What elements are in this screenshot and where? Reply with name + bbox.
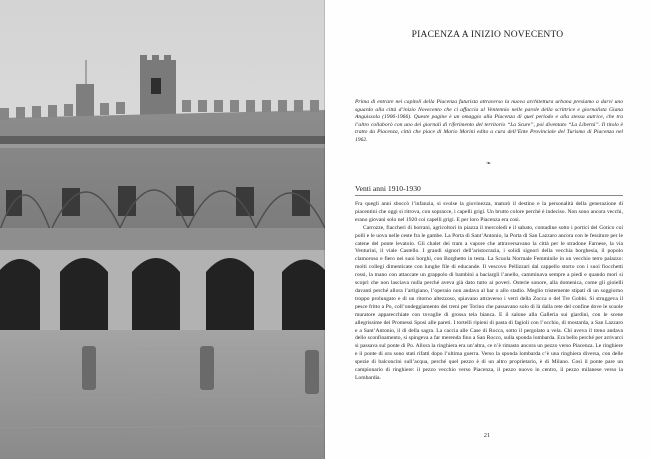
body-text xyxy=(355,201,623,383)
body-paragraph: Fra quegli anni sboccò l’infanzia, si svolse la giovinezza, maturò il destino e la personalità della generazione di piacentini che oggi si ritrova, con sopracce, i capelli grigi. Un brutto colore perché è indeciso. Non sono ancora vecchi, erano giovani solo nel 1920 coi capelli grigi. E per loro Piacenza era così. xyxy=(355,201,623,223)
page-number: 21 xyxy=(483,432,491,439)
intro-text: Prima di entrare nei capitoli della Piacenza futurista attraverso la nuova architettura urbana presiamo a darvi uno sguardo alla città d’inizio Novecento che ci affaccia al Ventennio nelle parole della scrittrice e giornalista Giana Anguissola (1906-1966). Queste pagine è un omaggio alla Piacenza di quel periodo e alla stessa autrice, che tra l’altro collaborò con uno dei giornali di riferimento del territorio “La Scure”, poi diventato “La Libertà”. Il titolo è tratto da Piacenza, città che piace di Mario Morini edito a cura dell’Ente Provinciale del Turismo di Piacenza nel 1962. xyxy=(355,99,623,143)
section-ornament: ❧ xyxy=(486,161,492,167)
chapter-title: PIACENZA A INIZIO NOVECENTO xyxy=(411,30,564,40)
section-heading: Venti anni 1910-1930 xyxy=(355,184,421,193)
body-paragraph: Carrozze, fiaccheri di borrani, agricoltori in piazza il mercoledì e il sabato, contadine sotto i portici del Gotico coi polli e le uova nelle ceste fra le gambe. La Porta di Sant’Antonio, la Porta di San Lazzaro ancora con le fessiture per le catene del ponte levatoio. Gli chalet dei tram a vapore che attraversavano la città per le stradone Farnese, la via Venturini, il viale Castello. I grandi signori dell’aristocrazia, i solidi signori della vecchia borghesia, il popolo clamoroso e fiero nei suoi borghi, con Borghetto in testa. La Scuola Normale Femminile in un vecchio tetro palazzo: molti collegi dimenticate con lunghe file di educande. Il vescovo Pellizzari dal cappello storto con i suoi fiocchetti rossi, la mano con attaccate un grappolo di bambini a baciargli l’anello, camminava sempre a piedi e quando morì si scoprì che non lasciava nulla perché aveva già dato tutto ai poveri. Osterie sonore, alla domenica, come gli gioielli davanti perché allora l’artigiano, l’operaio non andava al bar o allo stadio. Meglio tristemente stipati di un soggiorno troppo prolungato e di un ritorno altezzoso, spiavano attraverso i vetri della Zocca o del Tre Gobbi. Si struggeva il pesce fritto a Po, coll’ondeggiamento dei treni per Torino che passavano solo di là dalla rete del confine dove le scuole muratore apparecchiate con tovaglie di grossa tela bianca. E il salone alla Galleria sui giardini, con le scene allegrissime dei Promessi Sposi alle pareti. I tortelli ripieni di pasta di fagioli con l’occhio, di mostarda, a San Lazzaro e a Sant’Antonio, il dì della sagra. La caccia alle Case di Rocca, sotto il pergolato a vela. Chi aveva il treno andava dello sconfinamento, si spingeva a far merenda fino a San Rocco, sulla sponda lombarda. Era bello perché per arrivarci si passava sul ponte di Po. Allora la ringhiera era un’altra, ce n’è rimasto ancora un pezzo verso Piacenza. Le ringhiere e il ponte di ora sono stati rifatti dopo l’ultima guerra. Verso la sponda lombarda c’è una ringhiera diversa, con delle spezie di balconcini sull’acqua, perché quel pezzo è di un altro proprietario, è di Milano. Così il ponte pare un campionario di ringhiere: il pezzo vecchio verso Piacenza, il pezzo nuovo in centro, il pezzo milanese verso la Lombardia. xyxy=(355,224,623,381)
intro-paragraph xyxy=(355,99,623,145)
section-rule xyxy=(355,195,623,196)
